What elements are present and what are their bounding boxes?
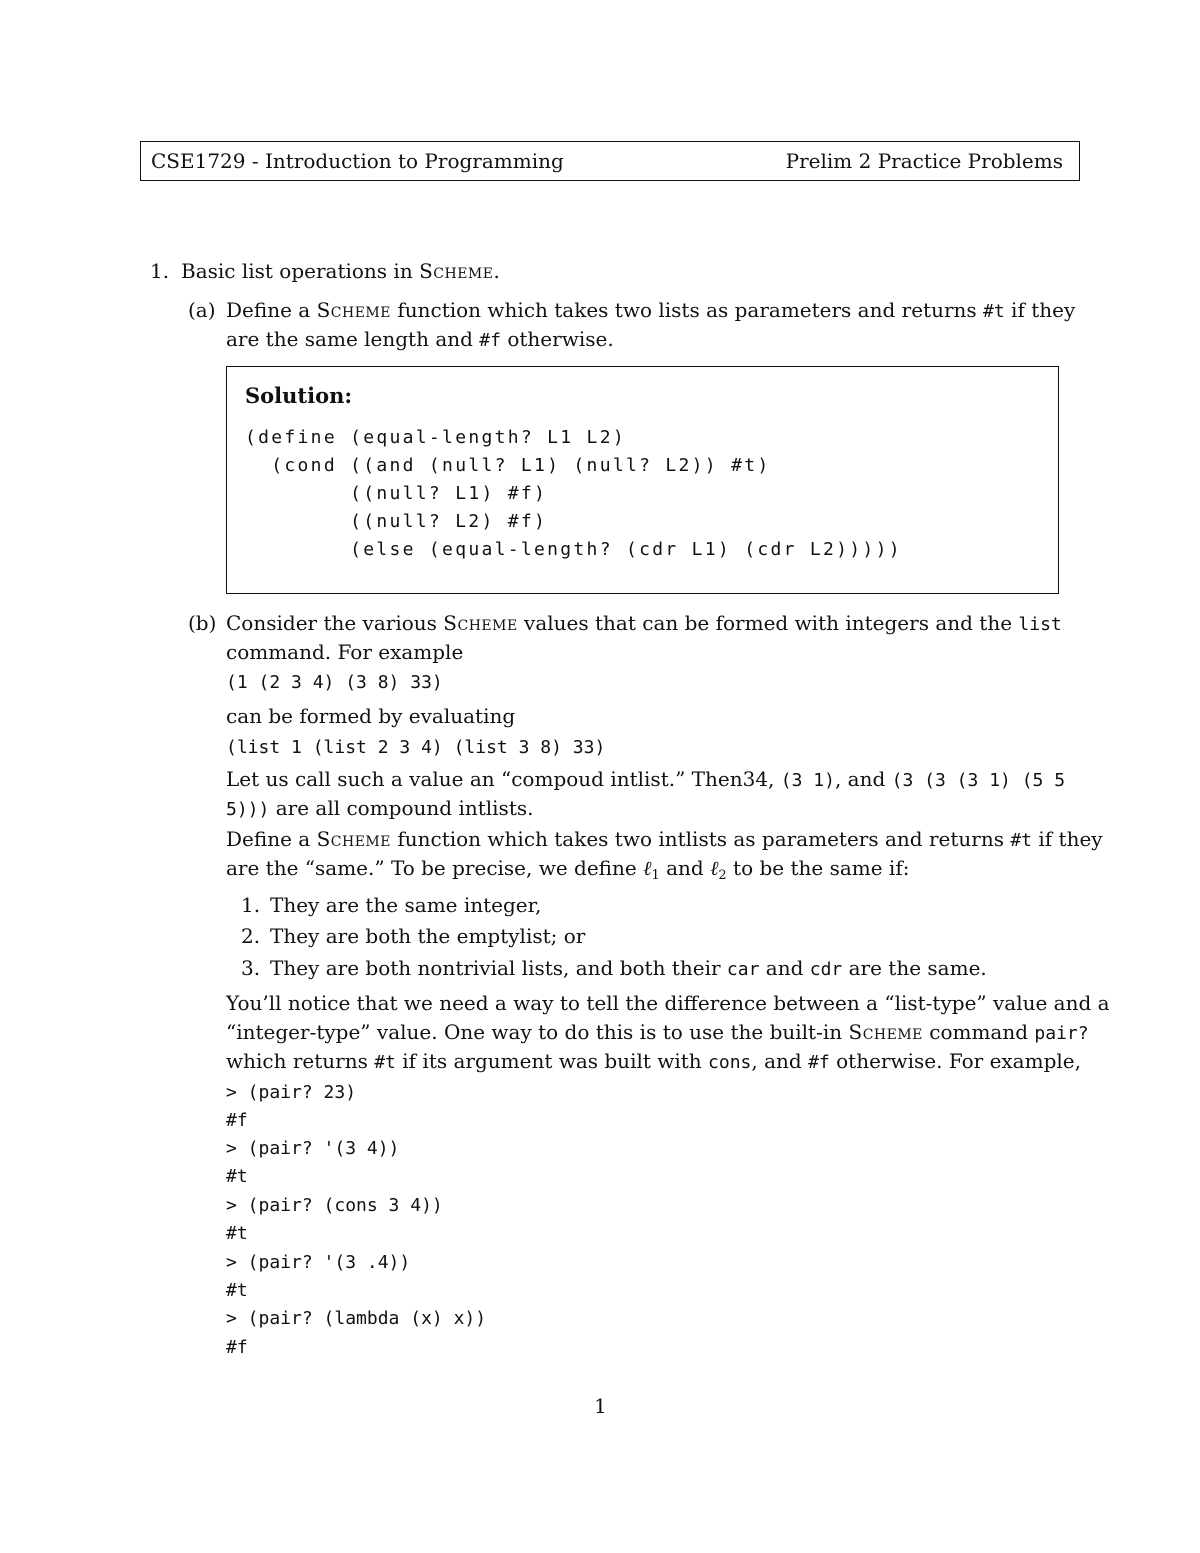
page-header (140, 141, 1080, 181)
code-line: (cond ((and (null? L1) (null? L2)) #t) (245, 455, 771, 476)
repl-line: > (pair? '(3 4)) (226, 1138, 400, 1159)
compound-line-2 (226, 796, 533, 820)
code: (3 (3 (3 1) (5 5 (891, 770, 1066, 791)
part-a-line-1 (226, 298, 1075, 322)
notice-line-3 (226, 1049, 1081, 1073)
scheme-name: Scheme (316, 827, 391, 851)
code-line: ((null? L1) #f) (245, 483, 548, 504)
text: which returns (226, 1049, 375, 1073)
scheme-name: Scheme (848, 1020, 923, 1044)
repl-line: #f (226, 1110, 248, 1131)
document-title: Prelim 2 Practice Problems (785, 149, 1063, 173)
part-b-line-1 (226, 611, 1062, 635)
text: are all compound intlists. (269, 796, 534, 820)
define-line-2 (226, 856, 909, 883)
compound-line-1 (226, 767, 1065, 791)
text: if its argument was built with (395, 1049, 709, 1073)
ell-symbol: ℓ (643, 856, 652, 880)
subscript: 2 (718, 868, 727, 883)
code-pair: pair? (1034, 1023, 1089, 1044)
code: 5))) (226, 799, 270, 820)
code-line: ((null? L2) #f) (245, 511, 548, 532)
scheme-name: Scheme (443, 611, 518, 635)
notice-line-1: You’ll notice that we need a way to tell the difference between a “list-type” value and a (226, 991, 1110, 1015)
text: , and (751, 1049, 809, 1073)
scheme-name: Scheme (419, 259, 494, 283)
repl-line: > (pair? '(3 .4)) (226, 1252, 411, 1273)
text: to be the same if: (726, 856, 910, 880)
part-a-label: (a) (188, 298, 216, 322)
problem-1-title-text: Basic list operations in (181, 259, 420, 283)
text: function which takes two lists as parameters and returns (390, 298, 984, 322)
page-number: 1 (594, 1394, 607, 1418)
part-b-label: (b) (188, 611, 217, 635)
condition-text (270, 956, 987, 980)
example-2: (list 1 (list 2 3 4) (list 3 8) 33) (226, 737, 606, 758)
repl-line: > (pair? (lambda (x) x)) (226, 1308, 487, 1329)
text: otherwise. (500, 327, 614, 351)
text: are the same length and (226, 327, 480, 351)
code-true: #t (1010, 830, 1033, 851)
text: command (922, 1020, 1035, 1044)
problem-1-title (181, 259, 500, 283)
condition-number: 1. (241, 893, 261, 917)
notice-line-2 (226, 1020, 1089, 1044)
course-title: CSE1729 - Introduction to Programming (151, 149, 564, 173)
repl-line: #f (226, 1337, 248, 1358)
code-cdr: cdr (809, 959, 843, 980)
code-line: (define (equal-length? L1 L2) (245, 427, 626, 448)
text: They are both nontrivial lists, and both their (270, 956, 727, 980)
formed-by-text: can be formed by evaluating (226, 704, 516, 728)
ell-symbol: ℓ (710, 856, 719, 880)
repl-line: #t (226, 1166, 248, 1187)
problem-1-title-end: . (493, 259, 500, 283)
condition-number: 3. (241, 956, 261, 980)
text: “integer-type” value. One way to do this is to use the built-in (226, 1020, 849, 1044)
code-false: #f (808, 1052, 830, 1073)
code-true: #t (374, 1052, 396, 1073)
part-b-line-2: command. For example (226, 640, 464, 664)
text: , and (834, 767, 892, 791)
repl-line: > (pair? (cons 3 4)) (226, 1195, 443, 1216)
text: values that can be formed with integers and the (517, 611, 1019, 635)
code-true: #t (983, 301, 1005, 322)
code-car: car (726, 959, 760, 980)
text: and (659, 856, 711, 880)
text: if they (1004, 298, 1076, 322)
define-line-1 (226, 827, 1103, 851)
condition-text: They are the same integer, (270, 893, 542, 917)
problem-1-number: 1. (150, 259, 170, 283)
repl-line: > (pair? 23) (226, 1082, 357, 1103)
text: Define a (226, 827, 317, 851)
text: Define a (226, 298, 317, 322)
text: are the “same.” To be precise, we define (226, 856, 644, 880)
code: (3 1) (780, 770, 835, 791)
scheme-name: Scheme (316, 298, 391, 322)
text: Let us call such a value an “compoud intlist.” Then34, (226, 767, 781, 791)
example-1: (1 (2 3 4) (3 8) 33) (226, 672, 443, 693)
solution-title: Solution: (245, 383, 353, 408)
condition-number: 2. (241, 924, 261, 948)
part-a-line-2 (226, 327, 614, 351)
code-line: (else (equal-length? (cdr L1) (cdr L2))))) (245, 539, 902, 560)
solution-box (226, 366, 1059, 594)
text: Consider the various (226, 611, 444, 635)
text: and (759, 956, 810, 980)
text: function which takes two intlists as parameters and returns (390, 827, 1011, 851)
text: are the same. (842, 956, 987, 980)
code-list: list (1018, 614, 1062, 635)
repl-line: #t (226, 1223, 248, 1244)
repl-line: #t (226, 1280, 248, 1301)
code-false: #f (479, 330, 501, 351)
condition-text: They are both the emptylist; or (270, 924, 586, 948)
text: otherwise. For example, (829, 1049, 1081, 1073)
subscript: 1 (651, 868, 660, 883)
code-cons: cons (708, 1052, 752, 1073)
text: if they (1032, 827, 1103, 851)
